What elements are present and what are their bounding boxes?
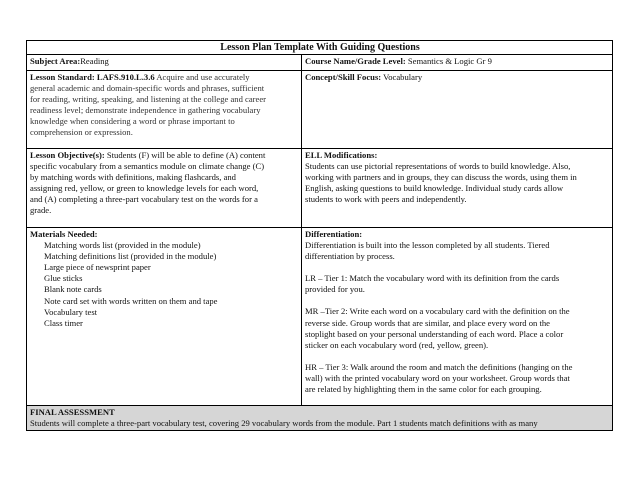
tier-2-text: stoplight based on your personal understanding of each word. Place a color bbox=[305, 328, 564, 339]
materials-item: Blank note cards bbox=[44, 284, 102, 295]
lesson-plan-table bbox=[26, 40, 613, 431]
lesson-standard-text: readiness level; demonstrate independence in gathering vocabulary bbox=[30, 105, 261, 116]
lesson-standard-text: for reading, writing, speaking, and listening at the college and career bbox=[30, 94, 267, 105]
tier-1-text: LR – Tier 1: Match the vocabulary word with its definition from the cards bbox=[305, 273, 560, 284]
lesson-standard-cell bbox=[27, 71, 302, 149]
materials-cell bbox=[27, 228, 302, 406]
lesson-objective-label: Lesson Objective(s): bbox=[30, 150, 105, 160]
materials-item: Note card set with words written on them and tape bbox=[44, 295, 218, 306]
lesson-objective-text: and (A) completing a three-part vocabulary test on the words for a bbox=[30, 194, 258, 205]
concept-focus-value: Vocabulary bbox=[381, 72, 423, 82]
subject-area-label: Subject Area: bbox=[30, 56, 81, 66]
materials-item: Class timer bbox=[44, 317, 83, 328]
materials-label: Materials Needed: bbox=[30, 229, 98, 239]
concept-focus-cell bbox=[302, 71, 613, 149]
materials-item: Large piece of newsprint paper bbox=[44, 262, 151, 273]
ell-modifications-text: Students can use pictorial representations of words to build knowledge. Also, bbox=[305, 161, 571, 172]
ell-modifications-cell bbox=[302, 149, 613, 228]
document-title: Lesson Plan Template With Guiding Questions bbox=[27, 41, 613, 55]
lesson-standard-label: Lesson Standard: LAFS.910.L.3.6 bbox=[30, 72, 155, 82]
differentiation-intro: Differentiation is built into the lesson completed by all students. Tiered bbox=[305, 240, 550, 251]
course-label: Course Name/Grade Level: bbox=[305, 56, 406, 66]
course-cell bbox=[302, 55, 613, 71]
materials-item: Matching words list (provided in the module) bbox=[44, 240, 201, 251]
final-assessment-text: Students will complete a three-part vocabulary test, covering 29 vocabulary words from the module. Part 1 students match definitions with as many bbox=[30, 418, 538, 429]
lesson-objective-text: assigning red, yellow, or green to knowledge levels for each word, bbox=[30, 183, 259, 194]
lesson-objective-cell bbox=[27, 149, 302, 228]
lesson-standard-text: general academic and domain-specific words and phrases, sufficient bbox=[30, 83, 265, 94]
lesson-objective-text: specific vocabulary from a semantics module on climate change (C) bbox=[30, 161, 265, 172]
concept-focus-label: Concept/Skill Focus: bbox=[305, 72, 382, 82]
tier-2-text: sticker on each vocabulary word (red, yellow, green). bbox=[305, 339, 489, 350]
course-value: Semantics & Logic Gr 9 bbox=[405, 56, 492, 66]
differentiation-label: Differentiation: bbox=[305, 229, 363, 239]
paragraph-gap bbox=[305, 262, 610, 273]
tier-3-text: HR – Tier 3: Walk around the room and match the definitions (hanging on the bbox=[305, 361, 573, 372]
final-assessment-label: FINAL ASSESSMENT bbox=[30, 407, 115, 417]
materials-item: Matching definitions list (provided in the module) bbox=[44, 251, 217, 262]
differentiation-intro: differentiation by process. bbox=[305, 251, 395, 262]
tier-2-text: MR –Tier 2: Write each word on a vocabulary card with the definition on the bbox=[305, 306, 570, 317]
paragraph-gap bbox=[305, 351, 610, 362]
ell-modifications-text: English, asking questions to build knowledge. Individual study cards allow bbox=[305, 183, 564, 194]
lesson-standard-text: Acquire and use accurately bbox=[154, 72, 250, 82]
lesson-standard-text: knowledge when considering a word or phrase important to bbox=[30, 116, 235, 127]
tier-1-text: provided for you. bbox=[305, 284, 365, 295]
lesson-objective-text: grade. bbox=[30, 205, 52, 216]
ell-modifications-label: ELL Modifications: bbox=[305, 150, 378, 160]
tier-3-text: are related by highlighting them in the same color for each grouping. bbox=[305, 384, 542, 395]
lesson-objective-text: Students (F) will be able to define (A) content bbox=[104, 150, 266, 160]
tier-3-text: wall) with the printed vocabulary word on your worksheet. Group words that bbox=[305, 372, 570, 383]
subject-area-cell bbox=[27, 55, 302, 71]
tier-2-text: reverse side. Group words that are similar, and place every word on the bbox=[305, 317, 550, 328]
final-assessment-cell bbox=[27, 406, 613, 431]
lesson-standard-text: comprehension or expression. bbox=[30, 127, 133, 138]
lesson-objective-text: by matching words with definitions, making flashcards, and bbox=[30, 172, 236, 183]
materials-item: Glue sticks bbox=[44, 273, 83, 284]
materials-item: Vocabulary test bbox=[44, 306, 98, 317]
differentiation-cell bbox=[302, 228, 613, 406]
paragraph-gap bbox=[305, 295, 610, 306]
ell-modifications-text: students to work with peers and independently. bbox=[305, 194, 467, 205]
ell-modifications-text: working with partners and in groups, they can discuss the words, using them in bbox=[305, 172, 577, 183]
subject-area-value: Reading bbox=[80, 56, 109, 66]
